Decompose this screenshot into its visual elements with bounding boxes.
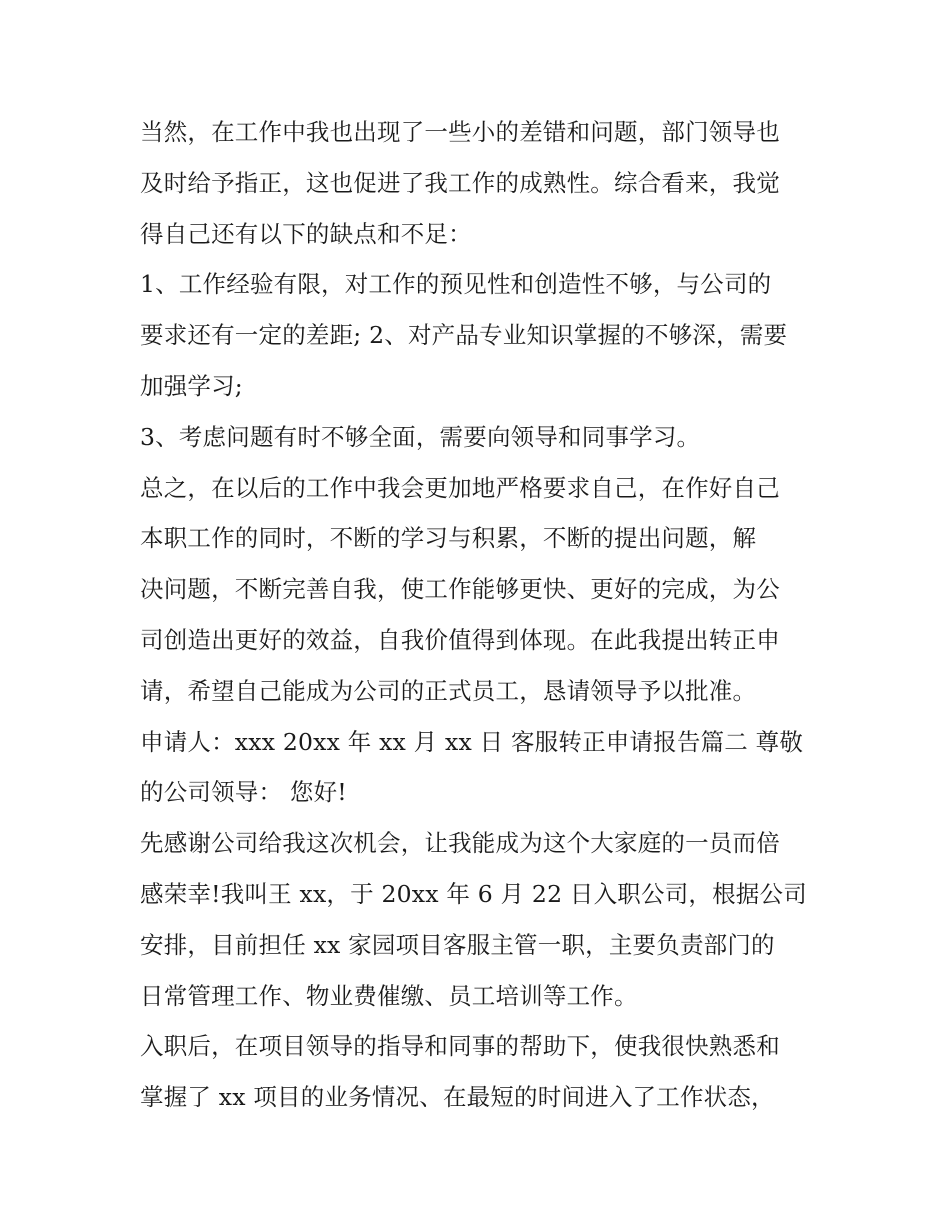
text-line: 的公司领导： 您好! [140, 778, 347, 807]
text-line: 请，希望自己能成为公司的正式员工，恳请领导予以批准。 [140, 676, 757, 705]
text-line: 加强学习; [140, 371, 243, 400]
text-line: 安排，目前担任 xx 家园项目客服主管一职，主要负责部门的 [140, 930, 775, 959]
text-line: 先感谢公司给我这次机会，让我能成为这个大家庭的一员而倍 [140, 829, 780, 858]
text-line: 掌握了 xx 项目的业务情况、在最短的时间进入了工作状态， [140, 1083, 775, 1112]
text-line: 3、考虑问题有时不够全面，需要向领导和同事学习。 [140, 422, 701, 451]
text-line: 司创造出更好的效益，自我价值得到体现。在此我提出转正申 [140, 625, 780, 654]
text-line: 感荣幸!我叫王 xx，于 20xx 年 6 月 22 日入职公司，根据公司 [140, 879, 807, 908]
text-line: 申请人：xxx 20xx 年 xx 月 xx 日 客服转正申请报告篇二 尊敬 [140, 727, 804, 756]
text-line: 总之，在以后的工作中我会更加地严格要求自己，在作好自己 [140, 473, 780, 502]
text-line: 要求还有一定的差距; 2、对产品专业知识掌握的不够深，需要 [140, 321, 788, 350]
text-line: 得自己还有以下的缺点和不足： [140, 219, 472, 248]
text-line: 入职后，在项目领导的指导和同事的帮助下，使我很快熟悉和 [140, 1032, 780, 1061]
text-line: 1、工作经验有限，对工作的预见性和创造性不够，与公司的 [140, 270, 772, 299]
body-text [140, 107, 830, 1123]
text-line: 当然，在工作中我也出现了一些小的差错和问题，部门领导也 [140, 118, 780, 146]
text-line: 及时给予指正，这也促进了我工作的成熟性。综合看来，我觉 [140, 168, 780, 197]
text-line: 本职工作的同时，不断的学习与积累，不断的提出问题，解 [140, 524, 757, 553]
text-line: 日常管理工作、物业费催缴、员工培训等工作。 [140, 981, 638, 1010]
text-line: 决问题，不断完善自我，使工作能够更快、更好的完成，为公 [140, 575, 780, 604]
